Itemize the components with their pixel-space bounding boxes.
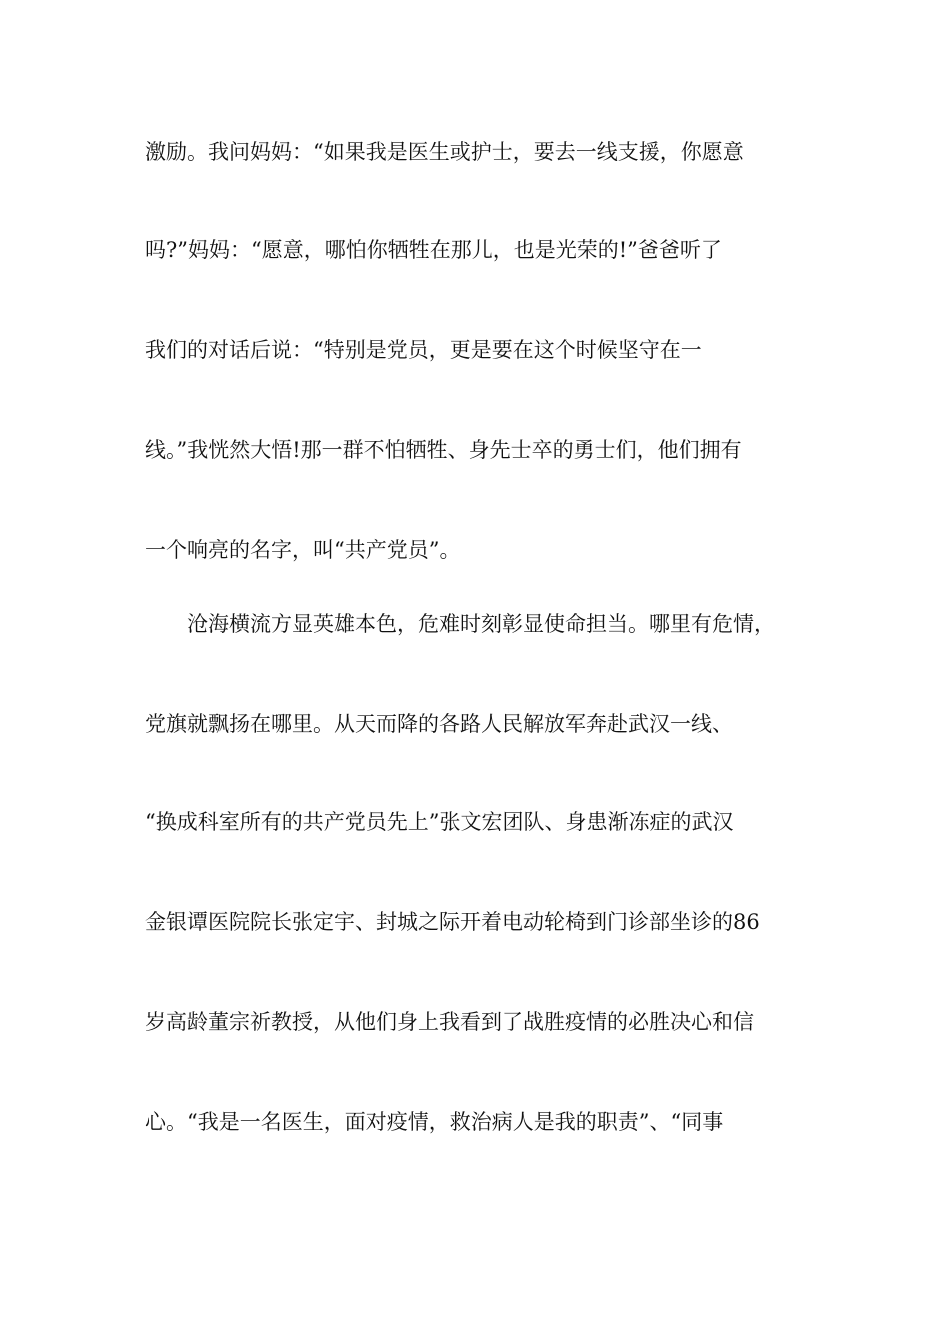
text-line: “换成科室所有的共产党员先上”张文宏团队、身患渐冻症的武汉 — [145, 810, 734, 834]
text-line: 激励。我问妈妈：“如果我是医生或护士，要去一线支援，你愿意 — [145, 140, 744, 164]
text-line: 心。“我是一名医生，面对疫情，救治病人是我的职责”、“同事 — [145, 1110, 724, 1134]
text-line: 党旗就飘扬在哪里。从天而降的各路人民解放军奔赴武汉一线、 — [145, 712, 733, 736]
text-line: 岁高龄董宗祈教授，从他们身上我看到了战胜疫情的必胜决心和信 — [145, 1010, 754, 1034]
text-line: 金银谭医院院长张定宇、封城之际开着电动轮椅到门诊部坐诊的86 — [145, 910, 760, 934]
text-line: 吗?”妈妈：“愿意，哪怕你牺牲在那儿，也是光荣的!”爸爸听了 — [145, 238, 722, 262]
text-line: 线。”我恍然大悟!那一群不怕牺牲、身先士卒的勇士们，他们拥有 — [145, 438, 742, 462]
text-line: 我们的对话后说：“特别是党员，更是要在这个时候坚守在一 — [145, 338, 702, 362]
text-line: 一个响亮的名字，叫“共产党员”。 — [145, 538, 461, 562]
paragraph-first-line: 沧海横流方显英雄本色，危难时刻彰显使命担当。哪里有危情， — [187, 612, 775, 636]
